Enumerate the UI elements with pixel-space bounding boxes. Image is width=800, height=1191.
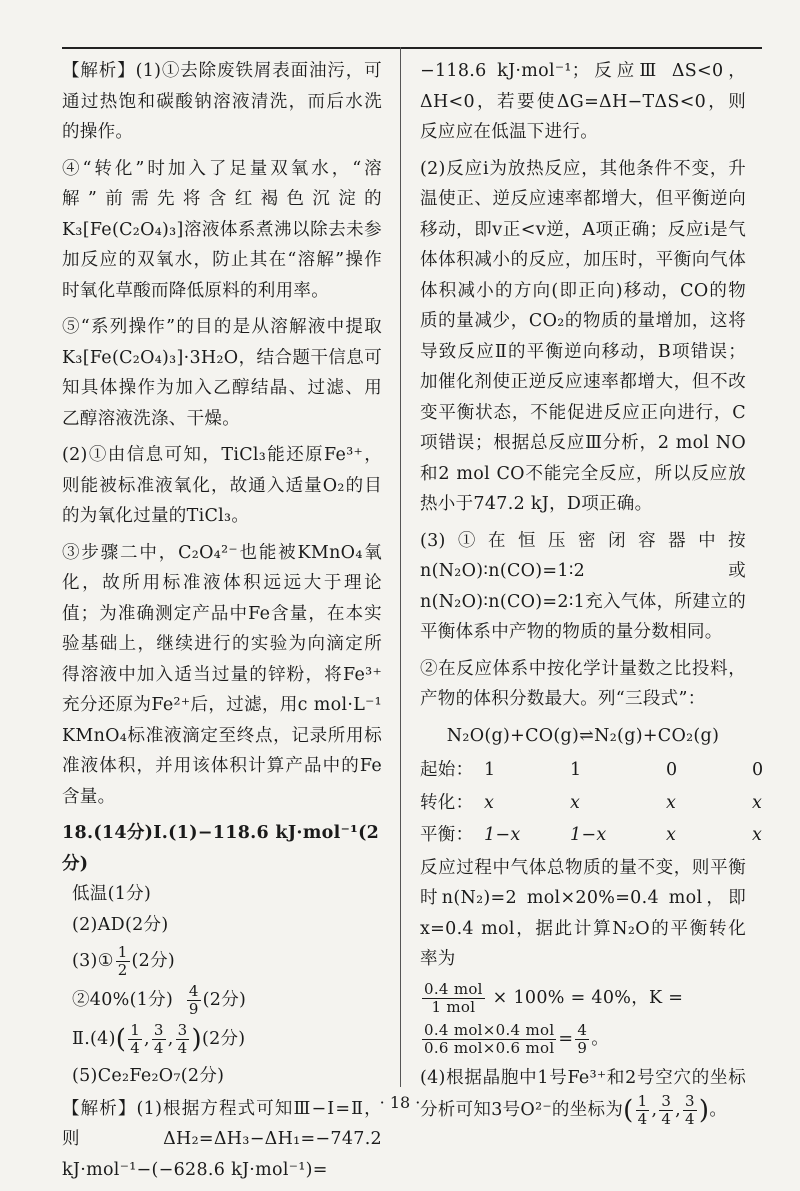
page-number: · 18 · bbox=[379, 1093, 421, 1112]
fraction-one-half bbox=[116, 944, 130, 979]
fraction-denominator: 9 bbox=[577, 1038, 588, 1057]
fraction-denominator: 0.6 mol×0.6 mol bbox=[424, 1038, 555, 1057]
table-cell: x bbox=[666, 792, 677, 813]
fraction-numerator: 0.4 mol×0.4 mol bbox=[424, 1020, 555, 1039]
table-cell: x bbox=[484, 792, 495, 813]
right-paragraph-2: (2)反应ⅰ为放热反应，其他条件不变，升温使正、逆反应速率都增大，但平衡逆向移动，即v正<v逆，A项正确；反应ⅰ是气体体积减小的反应，加压时，平衡向气体体积减小的方向(即正向)移动，CO的物质的量减少，CO₂的物质的量增加，这将导致反应Ⅱ的平衡逆向移动，B项错误；加催化剂使正逆反应速率都增大，但不改变平衡状态，不能促进反应正向进行，C项错误；根据总反应Ⅲ分析，2 mol NO和2 mol CO不能完全反应，所以反应放热小于747.2 kJ，D项正确。 bbox=[420, 158, 746, 514]
fraction-numerator: 3 bbox=[177, 1021, 188, 1039]
fraction-numerator: 1 bbox=[117, 943, 128, 961]
period: 。 bbox=[591, 1028, 610, 1049]
k-fraction bbox=[422, 1022, 556, 1057]
row-label: 起始： bbox=[420, 760, 474, 780]
conversion-result: × 100% = 40%，K = bbox=[492, 987, 684, 1008]
left-paragraph-3: ⑤“系列操作”的目的是从溶解液中提取K₃[Fe(C₂O₄)₃]·3H₂O，结合题干信息可知具体操作为加入乙醇结晶、过滤、用乙醇溶液洗涤、干燥。 bbox=[62, 317, 382, 429]
table-cell: 0 bbox=[752, 760, 764, 780]
three-stage-row bbox=[420, 755, 764, 786]
table-cell: x bbox=[570, 792, 581, 813]
period: 。 bbox=[709, 1100, 728, 1120]
answer-4-score: (2分) bbox=[201, 1029, 246, 1049]
row-label: 转化： bbox=[420, 792, 474, 813]
three-stage-table bbox=[420, 755, 764, 851]
fraction-numerator: 3 bbox=[685, 1092, 695, 1110]
equilibrium-constant-equation bbox=[420, 1022, 746, 1057]
three-stage-row bbox=[420, 788, 763, 819]
answer-3-2-prefix: ②40%(1分) bbox=[72, 990, 174, 1010]
fraction-numerator: 4 bbox=[188, 982, 199, 1000]
table-cell: x bbox=[752, 825, 763, 845]
fraction-denominator: 4 bbox=[661, 1110, 672, 1128]
answer-4: Ⅱ.(4)( $\frac{1}{4}$ , $\frac{3}{4}$ , $\frac{3}{4}$ )(2分) bbox=[72, 1021, 246, 1057]
table-cell: 1 bbox=[570, 760, 582, 780]
left-paragraph-2: ④“转化”时加入了足量双氧水，“溶解”前需先将含红褐色沉淀的K₃[Fe(C₂O₄)₃]溶液体系煮沸以除去未参加反应的双氧水，防止其在“溶解”操作时氧化草酸而降低原料的利用率。 bbox=[62, 158, 382, 301]
answer-2: (2)AD(2分) bbox=[72, 914, 169, 935]
coordinate-text: (4)根据晶胞中1号Fe³⁺和2号空穴的坐标分析可知3号O²⁻的坐标为 bbox=[420, 1067, 746, 1120]
answer-3-2 bbox=[62, 983, 382, 1018]
table-cell: 0 bbox=[666, 760, 678, 780]
column-divider bbox=[400, 47, 401, 1087]
fraction-denominator: 1 mol bbox=[431, 997, 476, 1016]
left-paragraph-5: ③步骤二中，C₂O₄²⁻也能被KMnO₄氧化，故所用标准液体积远远大于理论值；为准确测定产品中Fe含量，在本实验基础上，继续进行的实验为向滴定所得溶液中加入适当过量的锌粉，将Fe³⁺充分还原为Fe²⁺后，过滤，用c mol·L⁻¹ KMnO₄标准液滴定至终点，记录所用标准液体积，并用该体积计算产品中的Fe含量。 bbox=[62, 542, 382, 807]
table-cell: x bbox=[666, 825, 677, 845]
table-cell: 1−x bbox=[570, 825, 607, 845]
table-cell: x bbox=[752, 792, 763, 813]
answer-3-1 bbox=[62, 944, 382, 979]
top-rule bbox=[62, 47, 762, 49]
fraction-denominator: 2 bbox=[117, 961, 128, 979]
fraction-denominator: 9 bbox=[188, 1000, 199, 1018]
left-paragraph-6: 【解析】(1)根据方程式可知Ⅲ−Ⅰ=Ⅱ，则ΔH₂=ΔH₃−ΔH₁=−747.2 kJ·mol⁻¹−(−628.6 kJ·mol⁻¹)= bbox=[62, 1098, 382, 1180]
answer-low-temp: 低温(1分) bbox=[72, 884, 152, 904]
reaction-equation: N₂O(g)+CO(g)⇌N₂(g)+CO₂(g) bbox=[446, 725, 720, 746]
fraction-denominator: 4 bbox=[177, 1039, 188, 1057]
answer-18-heading: 18.(14分)Ⅰ.(1)−118.6 kJ·mol⁻¹(2分) bbox=[62, 823, 380, 874]
fraction-four-ninths bbox=[187, 983, 201, 1018]
answer-3-2-score: (2分) bbox=[202, 990, 247, 1010]
answer-3-1-score: (2分) bbox=[131, 951, 176, 971]
answer-3-1-prefix: (3)① bbox=[72, 951, 114, 971]
right-paragraph-3: (3)①在恒压密闭容器中按n(N₂O)∶n(CO)=1∶2或n(N₂O)∶n(CO)=2∶1充入气体，所建立的平衡体系中产物的物质的量分数相同。 bbox=[420, 530, 746, 642]
three-stage-row bbox=[420, 820, 763, 851]
fraction-denominator: 4 bbox=[153, 1039, 164, 1057]
right-paragraph-6: (4)根据晶胞中1号Fe³⁺和2号空穴的坐标分析可知3号O²⁻的坐标为( $\frac{1}{4}$ , $\frac{3}{4}$ , $\frac{3}{4}$ )。 bbox=[420, 1067, 746, 1128]
coordinate-fraction bbox=[152, 1022, 166, 1057]
right-paragraph-5: 反应过程中气体总物质的量不变，则平衡时n(N₂)=2 mol×20%=0.4 mol，即x=0.4 mol，据此计算N₂O的平衡转化率为 bbox=[420, 857, 746, 969]
fraction-numerator: 1 bbox=[637, 1092, 648, 1110]
right-paragraph-1: −118.6 kJ·mol⁻¹；反应Ⅲ ΔS<0，ΔH<0，若要使ΔG=ΔH−TΔS<0，则反应应在低温下进行。 bbox=[420, 61, 746, 142]
fraction-denominator: 4 bbox=[685, 1110, 695, 1128]
fraction-numerator: 3 bbox=[661, 1092, 672, 1110]
row-label: 平衡： bbox=[420, 825, 474, 845]
fraction-denominator: 4 bbox=[130, 1039, 141, 1057]
answer-4-prefix: Ⅱ.(4) bbox=[72, 1029, 116, 1049]
table-cell: 1 bbox=[484, 760, 496, 780]
fraction-denominator: 4 bbox=[637, 1110, 648, 1128]
coordinate-fraction bbox=[128, 1022, 142, 1057]
conversion-equation bbox=[420, 981, 746, 1016]
left-paragraph-4: (2)①由信息可知，TiCl₃能还原Fe³⁺，则能被标准液氧化，故通入适量O₂的目的为氧化过量的TiCl₃。 bbox=[62, 445, 382, 526]
table-cell: 1−x bbox=[484, 825, 521, 845]
fraction-numerator: 0.4 mol bbox=[424, 979, 483, 998]
right-column bbox=[420, 56, 764, 1134]
fraction-numerator: 1 bbox=[130, 1021, 141, 1039]
coordinate-fraction bbox=[176, 1022, 190, 1057]
left-column bbox=[62, 56, 382, 1191]
fraction-numerator: 3 bbox=[153, 1021, 164, 1039]
right-paragraph-4: ②在反应体系中按化学计量数之比投料，产物的体积分数最大。列“三段式”： bbox=[420, 658, 746, 709]
answer-5: (5)Ce₂Fe₂O₇(2分) bbox=[72, 1066, 225, 1086]
left-paragraph-1: 【解析】(1)①去除废铁屑表面油污，可通过热饱和碳酸钠溶液清洗，而后水洗的操作。 bbox=[62, 61, 382, 142]
fraction-numerator: 4 bbox=[577, 1020, 588, 1039]
k-result-fraction bbox=[575, 1022, 589, 1057]
conversion-fraction bbox=[422, 981, 485, 1016]
equals-sign: = bbox=[558, 1028, 574, 1049]
